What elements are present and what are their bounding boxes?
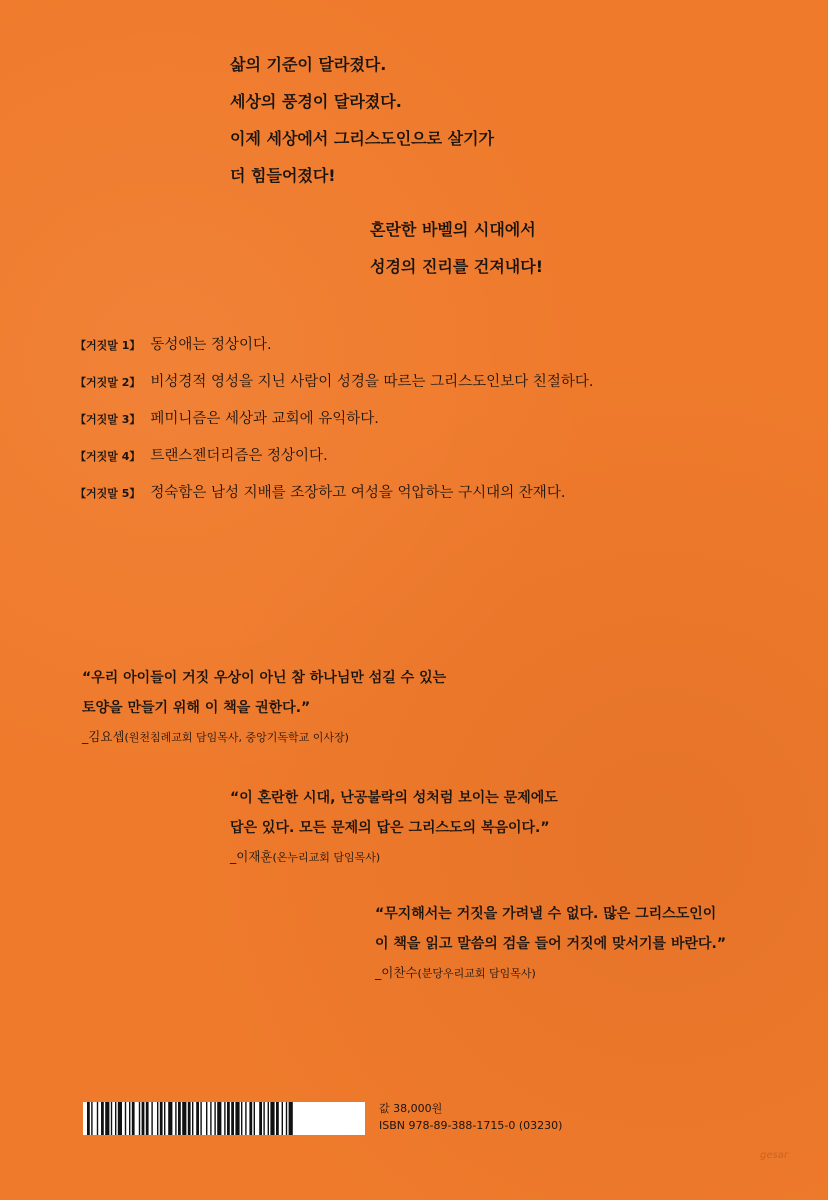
endorsement-quote	[82, 663, 446, 745]
barcode-bar	[160, 1102, 163, 1135]
headline-line: 이제 세상에서 그리스도인으로 살기가	[230, 129, 495, 148]
barcode-bar	[259, 1102, 262, 1135]
lie-text: 페미니즘은 세상과 교회에 유익하다.	[150, 411, 379, 427]
headline-line: 성경의 진리를 건져내다!	[370, 257, 543, 276]
barcode-bar	[276, 1102, 279, 1135]
quote-line: 답은 있다. 모든 문제의 답은 그리스도의 복음이다.”	[230, 820, 550, 836]
endorser-role: (온누리교회 담임목사)	[272, 851, 381, 864]
endorser-role: (원천침례교회 담임목사, 중앙기독학교 이사장)	[124, 731, 349, 744]
lie-item	[75, 370, 795, 407]
quote-attribution	[82, 727, 446, 745]
isbn-label: ISBN 978-89-388-1715-0 (03230)	[379, 1119, 563, 1132]
lie-text: 비성경적 영성을 지닌 사람이 성경을 따르는 그리스도인보다 친절하다.	[150, 374, 594, 390]
barcode-bar	[151, 1102, 152, 1135]
barcode-bar	[105, 1102, 109, 1135]
isbn-barcode	[83, 1102, 365, 1135]
barcode-bar	[249, 1102, 252, 1135]
barcode-bar	[289, 1102, 293, 1135]
barcode-bar	[157, 1102, 158, 1135]
barcode-bar	[168, 1102, 172, 1135]
headline-line: 삶의 기준이 달라졌다.	[230, 55, 387, 74]
barcode-bar	[206, 1102, 207, 1135]
quote-line: “우리 아이들이 거짓 우상이 아닌 참 하나님만 섬길 수 있는	[82, 670, 447, 686]
barcode-bar	[268, 1102, 269, 1135]
endorser-name: _이재훈	[230, 849, 273, 864]
lie-tag: 【거짓말 3】	[75, 413, 141, 426]
lie-text: 정숙함은 남성 지배를 조장하고 여성을 억압하는 구시대의 잔재다.	[150, 485, 566, 501]
price-label: 값 38,000원	[379, 1102, 443, 1115]
quote-line: “이 혼란한 시대, 난공불락의 성처럼 보이는 문제에도	[230, 790, 558, 806]
lie-text: 트랜스젠더리즘은 정상이다.	[150, 448, 328, 464]
barcode-bar	[286, 1102, 287, 1135]
barcode-bar	[210, 1102, 211, 1135]
quote-line: “무지해서는 거짓을 가려낼 수 없다. 많은 그리스도인이	[375, 906, 717, 922]
lie-tag: 【거짓말 2】	[75, 376, 141, 389]
endorsement-quote	[230, 783, 558, 865]
barcode-bar	[87, 1102, 90, 1135]
barcode-bar	[97, 1102, 98, 1135]
lie-item	[75, 333, 795, 370]
barcode-bar	[101, 1102, 104, 1135]
barcode-bar	[91, 1102, 92, 1135]
quote-line: 토양을 만들기 위해 이 책을 권한다.”	[82, 700, 311, 716]
barcode-bar	[235, 1102, 239, 1135]
barcode-bar	[111, 1102, 112, 1135]
barcode-bar	[214, 1102, 215, 1135]
price-isbn-block	[379, 1100, 562, 1134]
publisher-logo: gesar	[760, 1150, 788, 1161]
headline-line: 혼란한 바벨의 시대에서	[370, 220, 536, 239]
barcode-bar	[254, 1102, 255, 1135]
barcode-bar	[227, 1102, 230, 1135]
endorser-name: _김요셉	[82, 729, 125, 744]
barcode-bar	[164, 1102, 165, 1135]
lies-list	[75, 333, 795, 518]
lie-item	[75, 444, 795, 481]
quote-line: 이 책을 읽고 말씀의 검을 들어 거짓에 맞서기를 바란다.”	[375, 936, 727, 952]
barcode-bar	[132, 1102, 135, 1135]
barcode-bar	[224, 1102, 225, 1135]
quote-attribution	[375, 963, 726, 981]
barcode-bar	[241, 1102, 242, 1135]
barcode-bar	[282, 1102, 283, 1135]
lie-tag: 【거짓말 5】	[75, 487, 141, 500]
barcode-bar	[139, 1102, 140, 1135]
barcode-bar	[263, 1102, 264, 1135]
barcode-bar	[270, 1102, 274, 1135]
barcode-bar	[178, 1102, 181, 1135]
barcode-bar	[146, 1102, 149, 1135]
barcode-bar	[182, 1102, 186, 1135]
headline-line: 더 힘들어졌다!	[230, 166, 336, 185]
barcode-bar	[115, 1102, 116, 1135]
barcode-bar	[175, 1102, 176, 1135]
barcode-bar	[196, 1102, 199, 1135]
lie-tag: 【거짓말 4】	[75, 450, 141, 463]
endorsement-quote	[375, 899, 726, 981]
lie-item	[75, 407, 795, 444]
barcode-bar	[192, 1102, 193, 1135]
headline-top	[230, 46, 494, 194]
quote-attribution	[230, 847, 558, 865]
lie-tag: 【거짓말 1】	[75, 339, 141, 352]
barcode-bar	[125, 1102, 126, 1135]
endorser-role: (분당우리교회 담임목사)	[417, 967, 536, 980]
barcode-bar	[118, 1102, 122, 1135]
barcode-bar	[231, 1102, 234, 1135]
barcode-bar	[142, 1102, 145, 1135]
headline-secondary	[370, 211, 543, 285]
barcode-bar	[245, 1102, 246, 1135]
barcode-bar	[200, 1102, 201, 1135]
barcode-icon	[87, 1102, 361, 1135]
endorser-name: _이찬수	[375, 965, 418, 980]
barcode-bar	[217, 1102, 221, 1135]
lie-item	[75, 481, 795, 518]
lie-text: 동성애는 정상이다.	[150, 337, 272, 353]
barcode-bar	[129, 1102, 130, 1135]
headline-line: 세상의 풍경이 달라졌다.	[230, 92, 402, 111]
barcode-bar	[188, 1102, 191, 1135]
